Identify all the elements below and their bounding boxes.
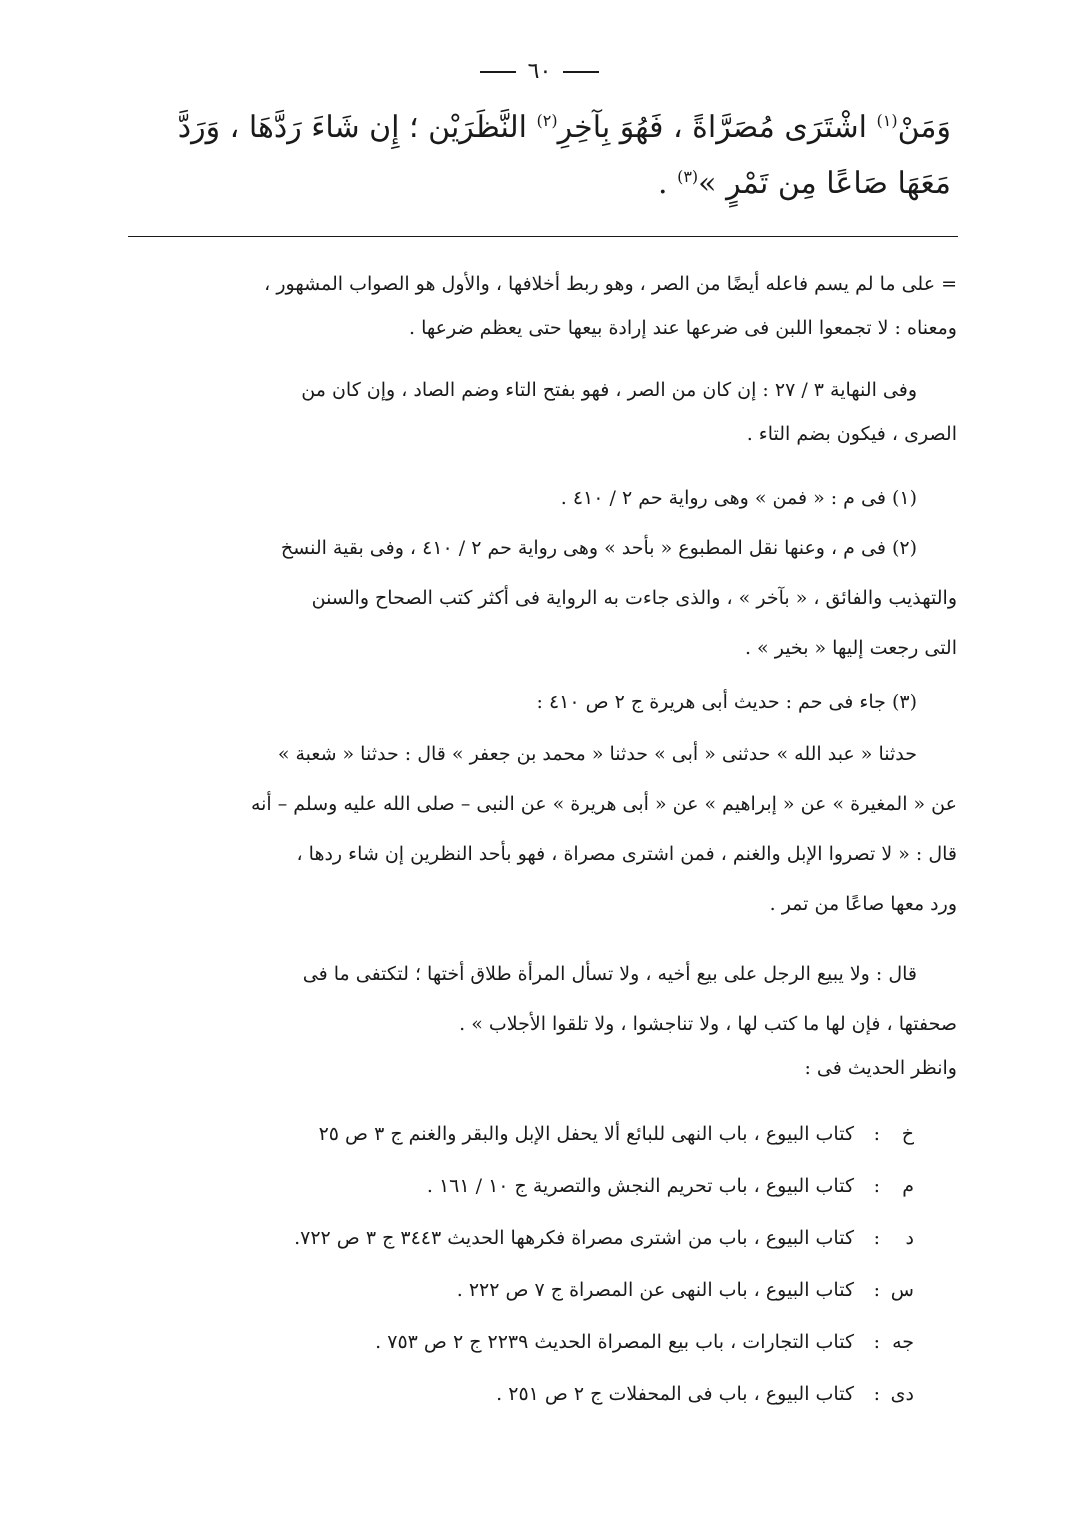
reference-text: كتاب البيوع ، باب فى المحفلات ج ٢ ص ٢٥١ . <box>496 1383 854 1405</box>
footnote-2 <box>119 526 957 670</box>
note-line: صحفتها ، فإن لها ما كتب لها ، ولا تناجشوا ، ولا تلقوا الأجلاب » . <box>459 1013 957 1035</box>
footnote-marker-2[interactable]: (٢) <box>536 111 558 130</box>
reference-colon: : <box>873 1227 880 1249</box>
main-text-line-1 <box>121 100 951 156</box>
note-line: (٢) فى م ، وعنها نقل المطبوع « بأحد » وهى رواية حم ٢ / ٤١٠ ، وفى بقية النسخ <box>280 537 917 559</box>
reference-colon: : <box>873 1123 880 1145</box>
reference-colon: : <box>873 1279 880 1301</box>
reference-item <box>124 1368 914 1420</box>
footnote-marker-3[interactable]: (٣) <box>677 167 699 186</box>
main-text-segment: مَعَهَا صَاعًا مِن تَمْرٍ » <box>698 166 951 201</box>
note-qala <box>119 952 957 1090</box>
footnote-separator <box>128 236 958 237</box>
reference-key: س <box>890 1279 914 1301</box>
footnote-marker-1[interactable]: (١) <box>876 111 898 130</box>
note-line: عن « المغيرة » عن « إبراهيم » عن « أبى هريرة » عن النبى – صلى الله عليه وسلم – أنه <box>250 793 957 815</box>
page-number-text: ٦٠ <box>527 59 552 84</box>
page-number-dash-left <box>480 71 516 73</box>
page-number-dash-right <box>563 71 599 73</box>
reference-colon: : <box>873 1331 880 1353</box>
note-nihaya <box>119 368 957 456</box>
note-line: (١) فى م : « فمن » وهى رواية حم ٢ / ٤١٠ . <box>560 487 917 509</box>
note-line: = على ما لم يسم فاعله أيضًا من الصر ، وهو ربط أخلافها ، والأول هو الصواب المشهور ، <box>264 273 957 295</box>
page-number <box>0 58 1079 86</box>
note-line: وانظر الحديث فى : <box>804 1057 957 1079</box>
note-line: والتهذيب والفائق ، « بآخر » ، والذى جاءت به الرواية فى أكثر كتب الصحاح والسنن <box>311 587 957 609</box>
note-line: (٣) جاء فى حم : حديث أبى هريرة ج ٢ ص ٤١٠ : <box>536 691 917 713</box>
note-line: وفى النهاية ٣ / ٢٧ : إن كان من الصر ، فهو بفتح التاء وضم الصاد ، وإن كان من <box>301 379 917 401</box>
note-line: قال : ولا يبيع الرجل على بيع أخيه ، ولا تسأل المرأة طلاق أختها ؛ لتكتفى ما فى <box>302 963 917 985</box>
reference-item <box>124 1316 914 1368</box>
reference-key: جه <box>892 1331 914 1353</box>
main-text-segment: النَّظَرَيْن ؛ إِن شَاءَ رَدَّهَا ، وَرَدَّ <box>177 110 537 145</box>
main-text-segment: . <box>658 166 678 201</box>
main-text-segment: وَمَنْ <box>897 110 951 145</box>
reference-text: كتاب البيوع ، باب تحريم النجش والتصرية ج ١٠ / ١٦١ . <box>426 1175 854 1197</box>
note-line: حدثنا « عبد الله » حدثنى « أبى » حدثنا « محمد بن جعفر » قال : حدثنا « شعبة » <box>277 743 917 765</box>
main-text-segment: اشْتَرَى مُصَرَّاةً ، فَهُوَ بِآخِرِ <box>557 110 877 145</box>
reference-item <box>124 1108 914 1160</box>
footnote-3 <box>119 680 957 926</box>
note-line: التى رجعت إليها « بخير » . <box>744 637 957 659</box>
reference-item <box>124 1212 914 1264</box>
reference-text: كتاب التجارات ، باب بيع المصراة الحديث ٢٢٣٩ ج ٢ ص ٧٥٣ . <box>375 1331 854 1353</box>
note-line: ومعناه : لا تجمعوا اللبن فى ضرعها عند إرادة بيعها حتى يعظم ضرعها . <box>409 317 957 339</box>
reference-key: د <box>905 1227 914 1249</box>
note-line: قال : « لا تصروا الإبل والغنم ، فمن اشترى مصراة ، فهو بأحد النظرين إن شاء ردها ، <box>296 843 957 865</box>
note-line: الصرى ، فيكون بضم التاء . <box>746 423 957 445</box>
reference-colon: : <box>873 1383 880 1405</box>
reference-text: كتاب البيوع ، باب النهى عن المصراة ج ٧ ص ٢٢٢ . <box>456 1279 854 1301</box>
hadith-main-text <box>121 100 951 212</box>
reference-key: م <box>902 1175 914 1197</box>
reference-text: كتاب البيوع ، باب النهى للبائع ألا يحفل الإبل والبقر والغنم ج ٣ ص ٢٥ <box>318 1123 854 1145</box>
reference-key: دى <box>890 1383 914 1405</box>
reference-item <box>124 1160 914 1212</box>
reference-colon: : <box>873 1175 880 1197</box>
reference-text: كتاب البيوع ، باب من اشترى مصراة فكرهها الحديث ٣٤٤٣ ج ٣ ص ٧٢٢. <box>294 1227 854 1249</box>
note-line: ورد معها صاعًا من تمر . <box>769 893 957 915</box>
main-text-line-2 <box>121 156 951 212</box>
reference-list <box>124 1108 914 1420</box>
note-continuation <box>119 262 957 350</box>
reference-item <box>124 1264 914 1316</box>
footnote-1 <box>119 476 957 520</box>
reference-key: خ <box>901 1123 914 1145</box>
